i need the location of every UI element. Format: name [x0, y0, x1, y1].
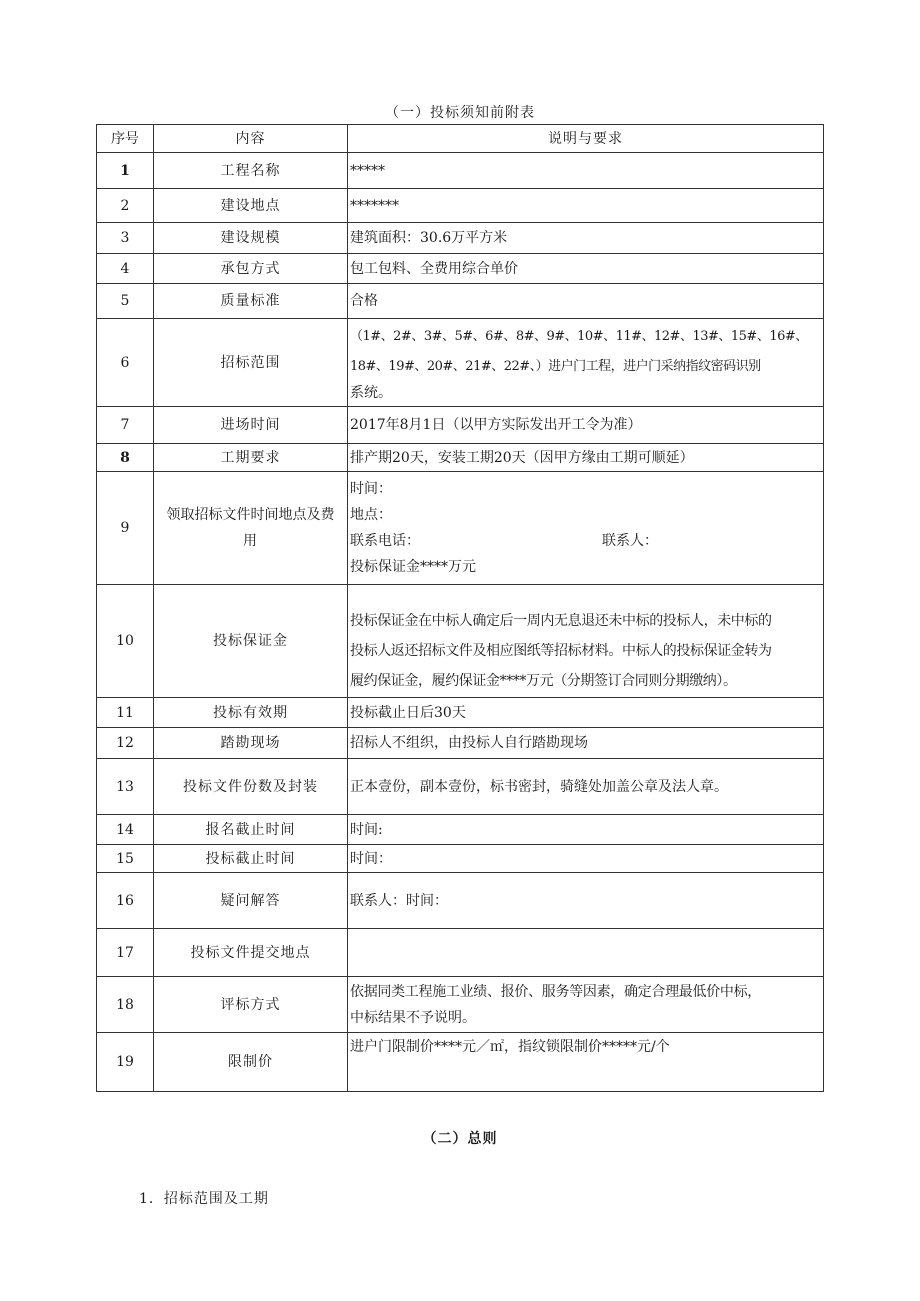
row-no: 15 [97, 845, 154, 873]
table-row [97, 929, 824, 977]
row-item: 工期要求 [154, 444, 348, 472]
row-desc: ***** [348, 153, 824, 189]
row-item: 投标文件提交地点 [154, 929, 348, 977]
table-row [97, 873, 824, 929]
row-item: 限制价 [154, 1033, 348, 1092]
section-title-general: （二）总则 [422, 1131, 498, 1147]
header-item: 内容 [154, 125, 348, 153]
table-row [97, 977, 824, 1033]
table-row [97, 698, 824, 728]
table-row [97, 189, 824, 223]
table-row [97, 728, 824, 759]
table-row [97, 284, 824, 319]
row-item: 评标方式 [154, 977, 348, 1033]
row-no: 6 [97, 319, 154, 407]
row-no: 8 [97, 444, 154, 472]
row-no: 3 [97, 223, 154, 254]
row-no: 11 [97, 698, 154, 728]
row-no: 18 [97, 977, 154, 1033]
row-item: 招标范围 [154, 319, 348, 407]
row-item: 报名截止时间 [154, 815, 348, 845]
row-desc: 联系人：时间： [348, 873, 824, 929]
row-no: 19 [97, 1033, 154, 1092]
row-no: 17 [97, 929, 154, 977]
subsection-title: 1．招标范围及工期 [139, 1191, 269, 1207]
row-item: 疑问解答 [154, 873, 348, 929]
row-no: 10 [97, 585, 154, 698]
row-item: 踏勘现场 [154, 728, 348, 759]
table-row [97, 1033, 824, 1092]
row-desc: 合格 [348, 284, 824, 319]
table-row [97, 407, 824, 444]
row-item: 工程名称 [154, 153, 348, 189]
row-no: 1 [97, 153, 154, 189]
table-title: （一）投标须知前附表 [385, 105, 535, 121]
row-desc: 排产期20天，安装工期20天（因甲方缘由工期可顺延） [348, 444, 824, 472]
row-desc: 建筑面积：30.6万平方米 [348, 223, 824, 254]
row-no: 7 [97, 407, 154, 444]
row-desc: 时间: [348, 815, 824, 845]
row-desc: 包工包料、全费用综合单价 [348, 254, 824, 284]
row-desc: 招标人不组织，由投标人自行踏勘现场 [348, 728, 824, 759]
table-row [97, 585, 824, 698]
contact-phone-label: 联系电话： [350, 533, 420, 549]
row-desc: 时间： 地点： 联系电话： 联系人： 投标保证金****万元 [348, 472, 824, 585]
row-item: 投标保证金 [154, 585, 348, 698]
table-row [97, 472, 824, 585]
row-no: 5 [97, 284, 154, 319]
row-desc: 依据同类工程施工业绩、报价、服务等因素，确定合理最低价中标， 中标结果不予说明。 [348, 977, 824, 1033]
table-row [97, 223, 824, 254]
row-no: 4 [97, 254, 154, 284]
row-item: 投标文件份数及封装 [154, 759, 348, 815]
table-row [97, 254, 824, 284]
row-desc: 投标截止日后30天 [348, 698, 824, 728]
row-desc: 正本壹份，副本壹份，标书密封，骑缝处加盖公章及法人章。 [348, 759, 824, 815]
row-no: 2 [97, 189, 154, 223]
row-desc: 进户门限制价****元／㎡，指纹锁限制价*****元/个 [348, 1033, 824, 1092]
row-item: 建设规模 [154, 223, 348, 254]
table-row [97, 444, 824, 472]
row-desc: 2017年8月1日（以甲方实际发出开工令为准） [348, 407, 824, 444]
table-row [97, 845, 824, 873]
row-item: 投标截止时间 [154, 845, 348, 873]
bid-notice-table [96, 124, 824, 1092]
row-item: 承包方式 [154, 254, 348, 284]
row-desc: （1#、2#、3#、5#、6#、8#、9#、10#、11#、12#、13#、15#、16#、 18#、19#、20#、21#、22#、）进户门工程，进户门采纳指纹密码识别 系统。 [348, 319, 824, 407]
table-row [97, 815, 824, 845]
row-no: 14 [97, 815, 154, 845]
row-desc: ******* [348, 189, 824, 223]
row-item: 建设地点 [154, 189, 348, 223]
row-item: 投标有效期 [154, 698, 348, 728]
header-desc: 说明与要求 [348, 125, 824, 153]
row-desc [348, 929, 824, 977]
header-no: 序号 [97, 125, 154, 153]
contact-person-label: 联系人： [602, 533, 658, 549]
table-header-row [97, 125, 824, 153]
table-row [97, 759, 824, 815]
table-row [97, 319, 824, 407]
row-item: 质量标准 [154, 284, 348, 319]
row-no: 16 [97, 873, 154, 929]
row-item: 领取招标文件时间地点及费 用 [154, 472, 348, 585]
row-desc: 投标保证金在中标人确定后一周内无息退还未中标的投标人，未中标的 投标人返还招标文件及相应图纸等招标材料。中标人的投标保证金转为 履约保证金，履约保证金****万元（分期签订合同则分期缴纳）。 [348, 585, 824, 698]
table-row [97, 153, 824, 189]
row-no: 12 [97, 728, 154, 759]
row-no: 9 [97, 472, 154, 585]
row-item: 进场时间 [154, 407, 348, 444]
row-desc: 时间： [348, 845, 824, 873]
row-no: 13 [97, 759, 154, 815]
